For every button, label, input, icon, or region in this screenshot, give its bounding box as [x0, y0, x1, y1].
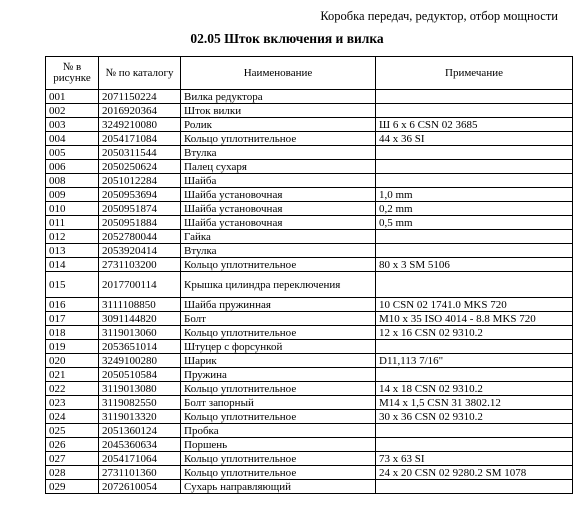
cell-name: Шарик: [181, 354, 376, 368]
table-row: [46, 146, 573, 160]
cell-catalog: 2050311544: [99, 146, 181, 160]
cell-name: Вилка редуктора: [181, 90, 376, 104]
cell-name: Шайба установочная: [181, 216, 376, 230]
cell-note: [376, 368, 573, 382]
column-header-catalog: № по каталогу: [99, 57, 181, 90]
table-row: [46, 298, 573, 312]
cell-note: 44 x 36 SI: [376, 132, 573, 146]
table-row: [46, 174, 573, 188]
cell-num: 016: [46, 298, 99, 312]
table-row: [46, 90, 573, 104]
cell-note: [376, 480, 573, 494]
table-row: [46, 104, 573, 118]
cell-num: 002: [46, 104, 99, 118]
table-row: [46, 160, 573, 174]
cell-name: Кольцо уплотнительное: [181, 452, 376, 466]
cell-catalog: 3091144820: [99, 312, 181, 326]
cell-catalog: 2050510584: [99, 368, 181, 382]
document-section-header: Коробка передач, редуктор, отбор мощности: [320, 9, 558, 23]
cell-catalog: 2050951884: [99, 216, 181, 230]
cell-num: 023: [46, 396, 99, 410]
cell-num: 018: [46, 326, 99, 340]
cell-catalog: 3119013060: [99, 326, 181, 340]
table-row: [46, 396, 573, 410]
cell-catalog: 3119082550: [99, 396, 181, 410]
cell-catalog: 2016920364: [99, 104, 181, 118]
cell-catalog: 2052780044: [99, 230, 181, 244]
cell-catalog: 2053920414: [99, 244, 181, 258]
cell-catalog: 2053651014: [99, 340, 181, 354]
cell-note: 1,0 mm: [376, 188, 573, 202]
cell-name: Кольцо уплотнительное: [181, 382, 376, 396]
cell-name: Втулка: [181, 244, 376, 258]
table-row: [46, 272, 573, 298]
table-row: [46, 354, 573, 368]
cell-num: 014: [46, 258, 99, 272]
cell-num: 026: [46, 438, 99, 452]
parts-table: [45, 56, 573, 494]
cell-name: Кольцо уплотнительное: [181, 466, 376, 480]
cell-note: 80 x 3 SM 5106: [376, 258, 573, 272]
table-row: [46, 368, 573, 382]
cell-note: [376, 424, 573, 438]
cell-name: Кольцо уплотнительное: [181, 132, 376, 146]
cell-name: Пробка: [181, 424, 376, 438]
cell-catalog: 2072610054: [99, 480, 181, 494]
cell-name: Гайка: [181, 230, 376, 244]
cell-num: 004: [46, 132, 99, 146]
cell-catalog: 3119013080: [99, 382, 181, 396]
cell-note: M14 x 1,5 CSN 31 3802.12: [376, 396, 573, 410]
table-row: [46, 340, 573, 354]
cell-name: Болт: [181, 312, 376, 326]
cell-note: Ш 6 х 6 CSN 02 3685: [376, 118, 573, 132]
cell-num: 011: [46, 216, 99, 230]
cell-num: 009: [46, 188, 99, 202]
cell-note: 0,5 mm: [376, 216, 573, 230]
cell-num: 029: [46, 480, 99, 494]
table-row: [46, 410, 573, 424]
cell-name: Шайба пружинная: [181, 298, 376, 312]
table-row: [46, 244, 573, 258]
cell-num: 010: [46, 202, 99, 216]
table-row: [46, 258, 573, 272]
cell-num: 028: [46, 466, 99, 480]
cell-catalog: 2054171064: [99, 452, 181, 466]
table-row: [46, 202, 573, 216]
cell-note: 30 x 36 CSN 02 9310.2: [376, 410, 573, 424]
cell-num: 001: [46, 90, 99, 104]
column-header-num: № в рисунке: [46, 57, 99, 90]
table-row: [46, 480, 573, 494]
cell-name: Ролик: [181, 118, 376, 132]
cell-name: Шток вилки: [181, 104, 376, 118]
column-header-name: Наименование: [181, 57, 376, 90]
cell-num: 021: [46, 368, 99, 382]
page-title: 02.05 Шток включения и вилка: [190, 31, 384, 46]
cell-num: 019: [46, 340, 99, 354]
cell-note: 14 x 18 CSN 02 9310.2: [376, 382, 573, 396]
cell-name: Втулка: [181, 146, 376, 160]
table-row: [46, 216, 573, 230]
cell-num: 022: [46, 382, 99, 396]
cell-note: 12 x 16 CSN 02 9310.2: [376, 326, 573, 340]
cell-catalog: 3249100280: [99, 354, 181, 368]
cell-num: 024: [46, 410, 99, 424]
table-row: [46, 466, 573, 480]
cell-num: 008: [46, 174, 99, 188]
cell-num: 015: [46, 272, 99, 298]
cell-catalog: 3111108850: [99, 298, 181, 312]
cell-name: Сухарь направляющий: [181, 480, 376, 494]
cell-note: 10 CSN 02 1741.0 MKS 720: [376, 298, 573, 312]
cell-catalog: 2050951874: [99, 202, 181, 216]
cell-note: [376, 160, 573, 174]
cell-note: D11,113 7/16": [376, 354, 573, 368]
cell-catalog: 3119013320: [99, 410, 181, 424]
table-row: [46, 424, 573, 438]
cell-num: 012: [46, 230, 99, 244]
cell-num: 005: [46, 146, 99, 160]
cell-name: Кольцо уплотнительное: [181, 258, 376, 272]
cell-catalog: 2731103200: [99, 258, 181, 272]
cell-note: M10 x 35 ISO 4014 - 8.8 MKS 720: [376, 312, 573, 326]
cell-catalog: 2017700114: [99, 272, 181, 298]
cell-catalog: 2050250624: [99, 160, 181, 174]
table-row: [46, 188, 573, 202]
cell-note: [376, 146, 573, 160]
cell-name: Поршень: [181, 438, 376, 452]
cell-note: 0,2 mm: [376, 202, 573, 216]
cell-name: Кольцо уплотнительное: [181, 326, 376, 340]
cell-catalog: 3249210080: [99, 118, 181, 132]
cell-name: Шайба: [181, 174, 376, 188]
cell-note: [376, 244, 573, 258]
cell-catalog: 2051360124: [99, 424, 181, 438]
cell-note: [376, 340, 573, 354]
cell-catalog: 2050953694: [99, 188, 181, 202]
column-header-note: Примечание: [376, 57, 573, 90]
cell-name: Крышка цилиндра переключения: [181, 272, 376, 298]
cell-note: [376, 90, 573, 104]
cell-catalog: 2054171084: [99, 132, 181, 146]
table-row: [46, 382, 573, 396]
cell-note: 73 x 63 SI: [376, 452, 573, 466]
table-row: [46, 132, 573, 146]
cell-note: 24 x 20 CSN 02 9280.2 SM 1078: [376, 466, 573, 480]
cell-note: [376, 272, 573, 298]
cell-name: Палец сухаря: [181, 160, 376, 174]
table-row: [46, 312, 573, 326]
cell-note: [376, 174, 573, 188]
cell-catalog: 2051012284: [99, 174, 181, 188]
table-row: [46, 118, 573, 132]
table-row: [46, 452, 573, 466]
cell-num: 027: [46, 452, 99, 466]
cell-num: 003: [46, 118, 99, 132]
cell-catalog: 2731101360: [99, 466, 181, 480]
cell-num: 020: [46, 354, 99, 368]
cell-num: 025: [46, 424, 99, 438]
cell-num: 006: [46, 160, 99, 174]
cell-num: 017: [46, 312, 99, 326]
cell-note: [376, 438, 573, 452]
cell-name: Кольцо уплотнительное: [181, 410, 376, 424]
table-row: [46, 326, 573, 340]
table-header-row: [46, 57, 573, 90]
cell-name: Болт запорный: [181, 396, 376, 410]
cell-note: [376, 104, 573, 118]
cell-note: [376, 230, 573, 244]
cell-name: Шайба установочная: [181, 188, 376, 202]
cell-name: Пружина: [181, 368, 376, 382]
cell-catalog: 2045360634: [99, 438, 181, 452]
cell-num: 013: [46, 244, 99, 258]
cell-name: Шайба установочная: [181, 202, 376, 216]
cell-catalog: 2071150224: [99, 90, 181, 104]
table-row: [46, 230, 573, 244]
table-row: [46, 438, 573, 452]
cell-name: Штуцер с форсункой: [181, 340, 376, 354]
